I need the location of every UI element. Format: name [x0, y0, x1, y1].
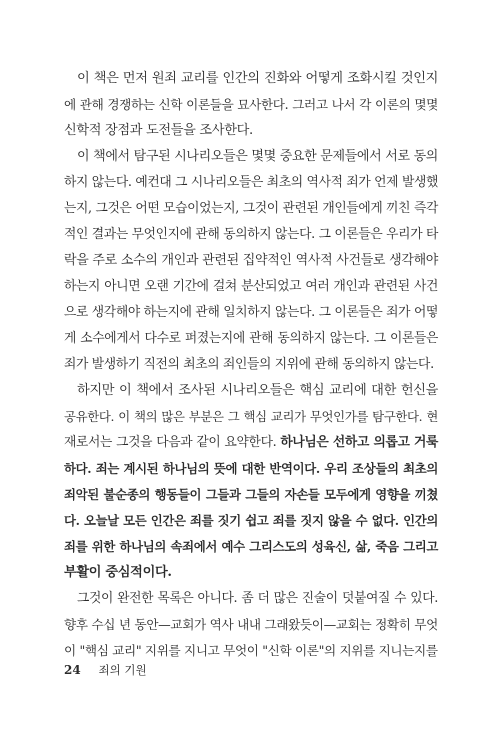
text-line: 적인 결과는 무엇인지에 관해 동의하지 않는다. 그 이론들은 우리가 타: [64, 227, 438, 242]
text-line: 이 책은 먼저 원죄 교리를 인간의 진화와 어떻게 조화시킬 것인지: [77, 71, 438, 86]
text-line: 는지, 그것은 어떤 모습이었는지, 그것이 관련된 개인들에게 끼친 즉각: [64, 201, 438, 216]
text-line: 재로서는 그것을 다음과 같이 요약한다. 하나님은 선하고 의롭고 거룩: [64, 435, 438, 450]
paragraph: [64, 144, 438, 378]
text-line: 하다. 죄는 계시된 하나님의 뜻에 대한 반역이다. 우리 조상들의 최초의: [64, 461, 438, 476]
emphasis-text: 하나님은 선하고 의롭고 거룩: [280, 435, 438, 450]
paragraph: [64, 66, 438, 144]
text-line: 하는지 아니면 오랜 기간에 걸쳐 분산되었고 여러 개인과 관련된 사건: [64, 279, 438, 294]
text-line: 이 "핵심 교리" 지위를 지니고 무엇이 "신학 이론"의 지위를 지니는지를: [64, 643, 438, 658]
paragraph: [64, 378, 438, 586]
text-line: 공유한다. 이 책의 많은 부분은 그 핵심 교리가 무엇인가를 탐구한다. 현: [64, 409, 438, 424]
paragraph: [64, 586, 438, 664]
text-line: 게 소수에게서 다수로 퍼졌는지에 관해 동의하지 않는다. 그 이론들은: [64, 331, 438, 346]
running-title: 죄의 기원: [98, 663, 147, 677]
text-line: 그것이 완전한 목록은 아니다. 좀 더 많은 진술이 덧붙여질 수 있다.: [77, 591, 438, 606]
page-footer: [64, 662, 147, 678]
text-line: 다. 오늘날 모든 인간은 죄를 짓기 쉽고 죄를 짓지 않을 수 없다. 인간의: [64, 513, 438, 528]
text-line: 락을 주로 소수의 개인과 관련된 집약적인 역사적 사건들로 생각해야: [64, 253, 438, 268]
text-line: 죄악된 불순종의 행동들이 그들과 그들의 자손들 모두에게 영향을 끼쳤: [64, 487, 438, 502]
text-line: 하지만 이 책에서 조사된 시나리오들은 핵심 교리에 대한 헌신을: [77, 383, 438, 398]
text-line: 부활이 중심적이다.: [64, 565, 172, 580]
text-line: 하지 않는다. 예컨대 그 시나리오들은 최초의 역사적 죄가 언제 발생했: [64, 175, 438, 190]
text-line: 신학적 장점과 도전들을 조사한다.: [64, 123, 253, 138]
text-line: 으로 생각해야 하는지에 관해 일치하지 않는다. 그 이론들은 죄가 어떻: [64, 305, 438, 320]
text-line: 죄를 위한 하나님의 속죄에서 예수 그리스도의 성육신, 삶, 죽음 그리고: [64, 539, 438, 554]
page-body: [64, 66, 438, 664]
text-line: 에 관해 경쟁하는 신학 이론들을 묘사한다. 그러고 나서 각 이론의 몇몇: [64, 97, 438, 112]
page-number: 24: [64, 663, 81, 677]
text-line: 죄가 발생하기 직전의 최초의 죄인들의 지위에 관해 동의하지 않는다.: [64, 357, 434, 372]
text-line: 이 책에서 탐구된 시나리오들은 몇몇 중요한 문제들에서 서로 동의: [77, 149, 438, 164]
text-line: 향후 수십 년 동안—교회가 역사 내내 그래왔듯이—교회는 정확히 무엇: [64, 617, 438, 632]
